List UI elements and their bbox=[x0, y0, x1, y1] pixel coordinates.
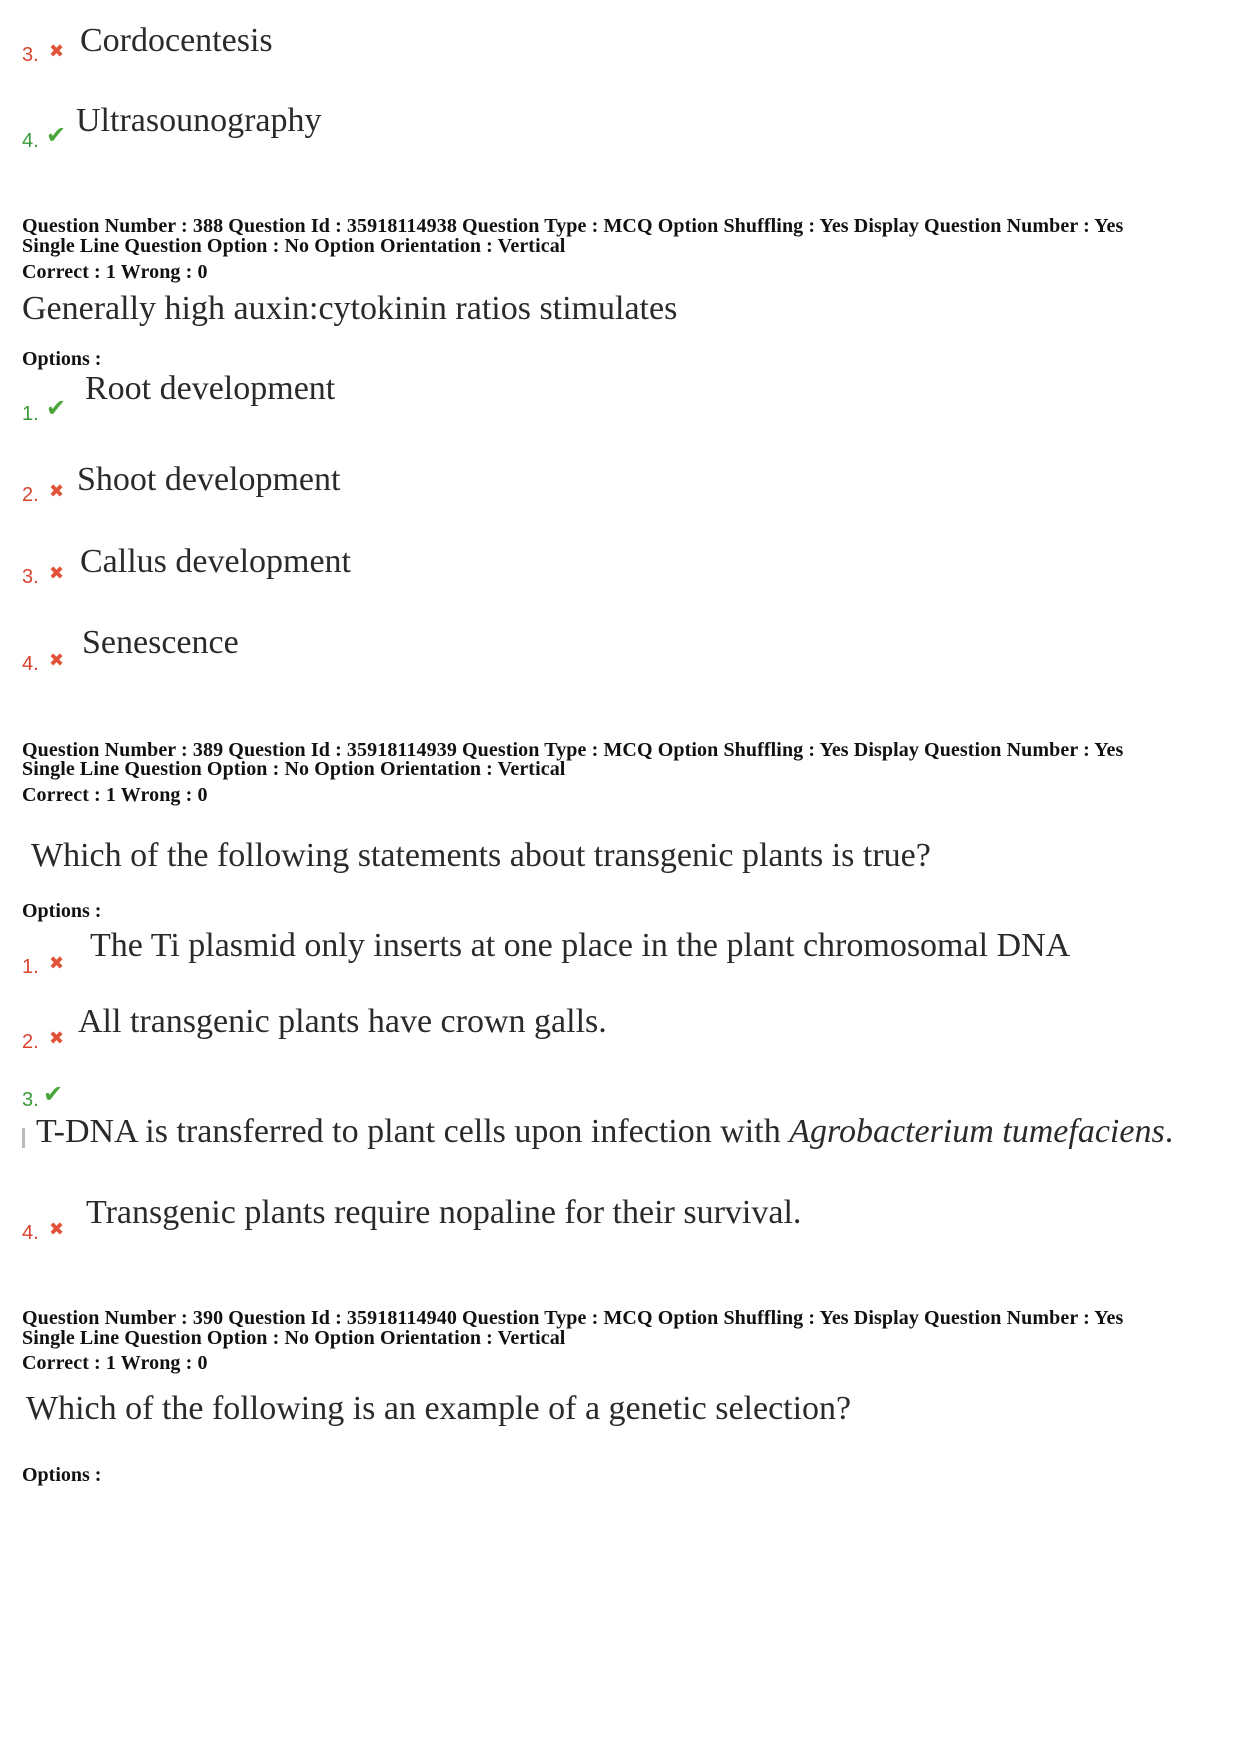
option-text: Shoot development bbox=[77, 461, 341, 498]
cross-mark-icon: ✖ bbox=[49, 1028, 65, 1049]
question-text: Generally high auxin:cytokinin ratios stimulates bbox=[22, 290, 678, 327]
option-text: All transgenic plants have crown galls. bbox=[78, 1003, 607, 1040]
cross-mark-icon: ✖ bbox=[49, 481, 65, 502]
option-text: Ultrasounography bbox=[76, 102, 322, 139]
question-text: Which of the following is an example of a genetic selection? bbox=[26, 1390, 852, 1427]
question-meta-line2: Single Line Question Option : No Option Orientation : Vertical bbox=[22, 758, 566, 780]
cross-mark-icon: ✖ bbox=[49, 953, 65, 974]
question-score: Correct : 1 Wrong : 0 bbox=[22, 261, 208, 283]
option-text: T-DNA is transferred to plant cells upon infection with Agrobacterium tumefaciens. bbox=[36, 1113, 1174, 1150]
check-mark-icon: ✔ bbox=[46, 121, 67, 149]
question-meta-line1: Question Number : 389 Question Id : 35918114939 Question Type : MCQ Option Shuffling : Yes Display Question Number : Yes bbox=[22, 739, 1124, 761]
options-label: Options : bbox=[22, 348, 102, 370]
options-label: Options : bbox=[22, 1464, 102, 1486]
option-number: 1. bbox=[22, 403, 39, 425]
option-text: Root development bbox=[85, 370, 336, 407]
option-text: Transgenic plants require nopaline for their survival. bbox=[86, 1194, 802, 1231]
option-number: 3. bbox=[22, 566, 39, 588]
option-number: 2. bbox=[22, 484, 39, 506]
text-cursor-mark bbox=[22, 1128, 25, 1148]
check-mark-icon: ✔ bbox=[43, 1080, 64, 1108]
option-number: 3. bbox=[22, 44, 39, 66]
option-text: The Ti plasmid only inserts at one place in the plant chromosomal DNA bbox=[90, 927, 1071, 964]
option-text: Cordocentesis bbox=[80, 22, 273, 59]
cross-mark-icon: ✖ bbox=[49, 1219, 65, 1240]
option-number: 3. bbox=[22, 1089, 39, 1111]
cross-mark-icon: ✖ bbox=[49, 650, 65, 671]
question-meta-line1: Question Number : 390 Question Id : 35918114940 Question Type : MCQ Option Shuffling : Yes Display Question Number : Yes bbox=[22, 1307, 1124, 1329]
option-text: Callus development bbox=[80, 543, 352, 580]
option-number: 4. bbox=[22, 1222, 39, 1244]
question-meta-line1: Question Number : 388 Question Id : 35918114938 Question Type : MCQ Option Shuffling : Yes Display Question Number : Yes bbox=[22, 215, 1124, 237]
options-label: Options : bbox=[22, 900, 102, 922]
option-text: Senescence bbox=[82, 624, 239, 661]
cross-mark-icon: ✖ bbox=[49, 41, 65, 62]
question-score: Correct : 1 Wrong : 0 bbox=[22, 1352, 208, 1374]
question-score: Correct : 1 Wrong : 0 bbox=[22, 784, 208, 806]
species-name: Agrobacterium tumefaciens bbox=[789, 1113, 1165, 1150]
option-number: 4. bbox=[22, 130, 39, 152]
cross-mark-icon: ✖ bbox=[49, 563, 65, 584]
check-mark-icon: ✔ bbox=[46, 394, 67, 422]
option-number: 2. bbox=[22, 1031, 39, 1053]
question-meta-line2: Single Line Question Option : No Option Orientation : Vertical bbox=[22, 1327, 566, 1349]
question-meta-line2: Single Line Question Option : No Option Orientation : Vertical bbox=[22, 235, 566, 257]
option-number: 4. bbox=[22, 653, 39, 675]
question-text: Which of the following statements about transgenic plants is true? bbox=[31, 837, 931, 874]
option-number: 1. bbox=[22, 956, 39, 978]
